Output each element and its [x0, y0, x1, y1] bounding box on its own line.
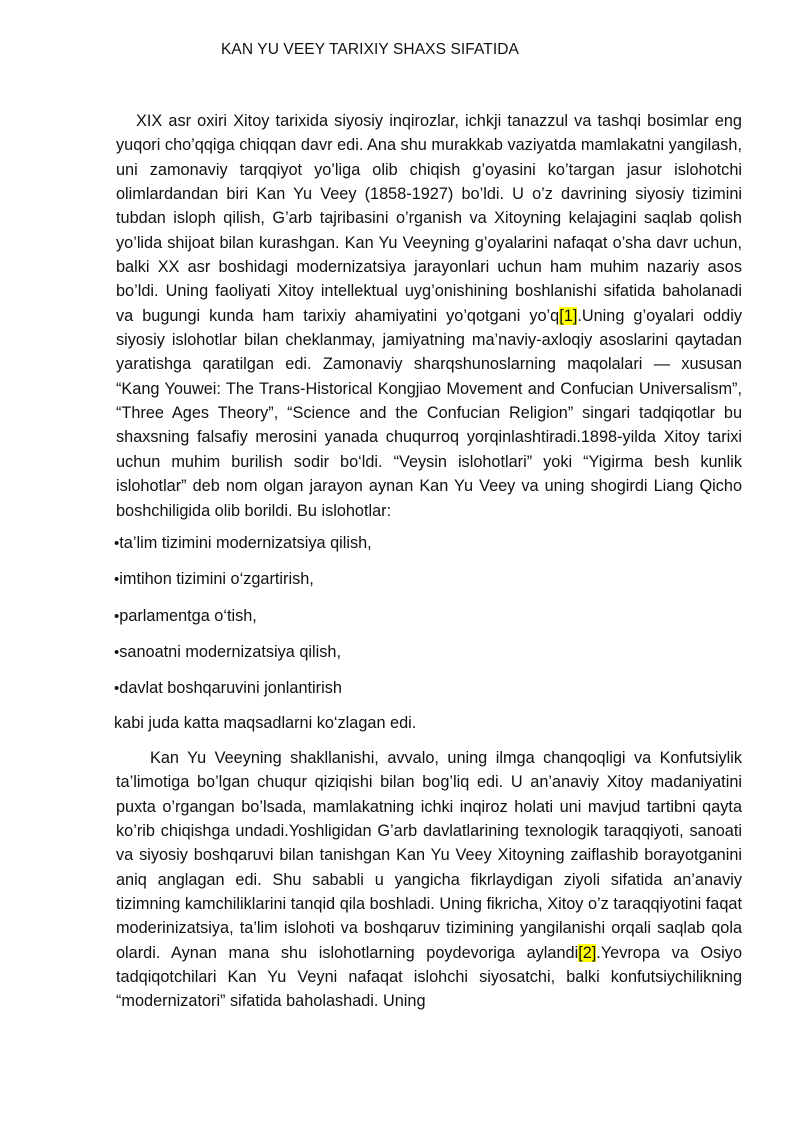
document-body	[116, 109, 742, 1014]
paragraph-1-text-a: XIX asr oxiri Xitoy tarixida siyosiy inqirozlar, ichkji tanazzul va tashqi bosimlar eng yuqori cho’qqiga chiqqan davr edi. Ana shu murakkab vaziyatda mamlakatni yangilash, uni zamonaviy tarqqiyot yo’liga olib chiqish g’oyasini ko’targan jasur islohotchi olimlardandan biri Kan Yu Veey (1858-1927) bo’ldi. U o’z davrining siyosiy tizimini tubdan isloph qilish, G’arb tajribasini o’rganish va Xitoyning kelajagini saqlab qolish yo’lida shijoat bilan kurashgan. Kan Yu Veeyning g’oyalarini nafaqat o’sha davr uchun, balki XX asr boshidagi modernizatsiya jarayonlari uchun ham muhim nazariy asos bo’ldi. Uning faoliyati Xitoy intellektual uyg’onishining boshlanishi sifatida baholanadi va bugungi kunda ham tarixiy ahamiyatini yo’qotgani yo’q	[116, 112, 742, 325]
bullet-icon: •	[114, 643, 120, 661]
after-bullets-text: kabi juda katta maqsadlarni ko‘zlagan edi.	[114, 713, 417, 732]
paragraph-1	[116, 109, 742, 523]
footnote-ref-1[interactable]: [1]	[559, 306, 578, 325]
bullet-icon: •	[114, 680, 120, 698]
bullet-list	[114, 531, 742, 702]
document-title	[0, 38, 800, 62]
paragraph-1-text-b: .Uning g’oyalari oddiy siyosiy islohotlar bilan cheklanmay, jamiyatning ma’naviy-axloqiy asoslarini qaytadan yaratishga qaratilgan edi. Zamonaviy sharqshunoslarning maqolalari — xususan “Kang Youwei: The Trans-Historical Kongjiao Movement and Confucian Universalism”, “Three Ages Theory”, “Science and the Confucian Religion” singari tadqiqotlar bu shaxsning falsafiy merosini yanada chuqurroq yorqinlashtiradi.1898-yilda Xitoy tarixi uchun muhim burilish sodir bo‘ldi. “Veysin islohotlari” yoki “Yigirma besh kunlik islohotlar” deb nom olgan jarayon aynan Kan Yu Veey va uning shogirdi Liang Qicho boshchiligida olib borildi. Bu islohotlar:	[116, 306, 742, 520]
list-item	[114, 604, 742, 629]
bullet-icon: •	[114, 571, 120, 589]
document-title-text: KAN YU VEEY TARIXIY SHAXS SIFATIDA	[220, 41, 519, 58]
footnote-ref-2[interactable]: [2]	[578, 943, 597, 962]
bullet-icon: •	[114, 607, 120, 625]
paragraph-2-text-a: Kan Yu Veeyning shakllanishi, avvalo, uning ilmga chanqoqligi va Konfutsiylik ta’limotiga bo’lgan chuqur qiziqishi bilan bog’liq edi. U an’anaviy Xitoy madaniyatini puxta o’rgangan bo’lsada, mamlakatning ichki inqiroz holati uni mavjud tartibni qayta ko’rib chiqishga undadi.Yoshligidan G’arb davlatlarining texnologik taraqqiyoti, sanoati va siyosiy boshqaruvi bilan tanishgan Kan Yu Veey Xitoyning zaiflashib borayotganini aniq anglagan edi. Shu sababli u yangicha fikrlaydigan ziyoli sifatida an’anaviy tizimning kamchiliklarini tanqid qila boshladi. Uning fikricha, Xitoy o’z taraqqiyotini faqat moderinizatsiya, ta’lim islohoti va boshqaruv tizimining yangilanishi orqali saqlab qola olardi. Aynan mana shu islohotlarning poydevoriga aylandi	[116, 748, 742, 962]
list-item	[114, 640, 742, 665]
list-item-text: sanoatni modernizatsiya qilish,	[119, 642, 341, 661]
list-item	[114, 567, 742, 592]
list-item	[114, 531, 742, 556]
paragraph-2	[116, 746, 742, 1014]
paragraph-2-text-b: .Yevropa va Osiyo tadqiqotchilari Kan Yu Veyni nafaqat islohchi siyosatchi, balki konfutsiychilikning “modernizatori” sifatida baholashadi. Uning	[116, 943, 742, 1011]
list-item	[114, 676, 742, 701]
list-item-text: ta’lim tizimini modernizatsiya qilish,	[119, 533, 372, 552]
list-item-text: davlat boshqaruvini jonlantirish	[119, 679, 342, 698]
list-item-text: parlamentga o‘tish,	[119, 606, 257, 625]
bullet-icon: •	[114, 534, 120, 552]
list-item-text: imtihon tizimini o‘zgartirish,	[119, 570, 314, 589]
